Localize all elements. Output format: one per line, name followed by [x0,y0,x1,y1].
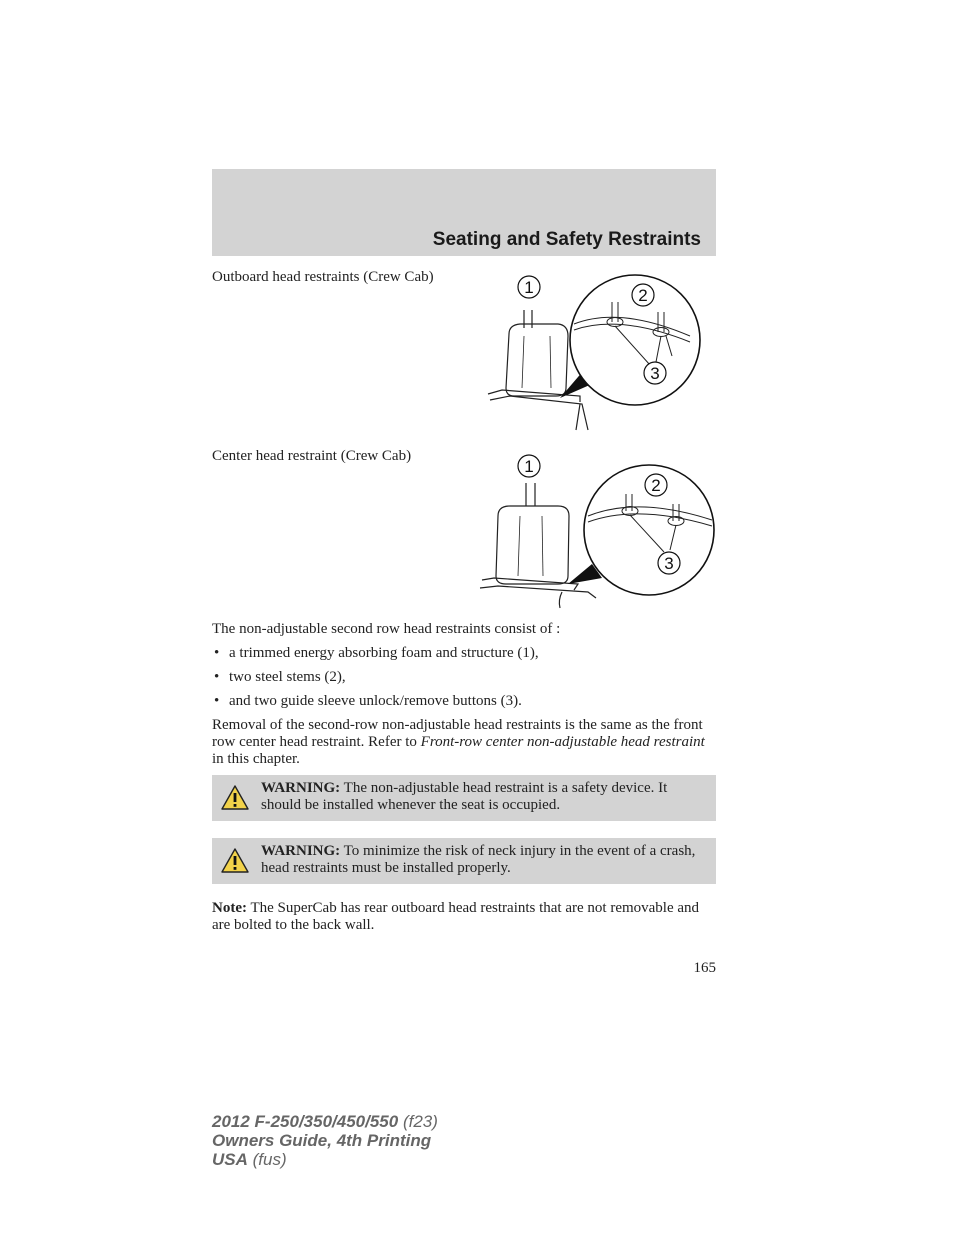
warning-label: WARNING: [261,843,341,859]
list-item-text: and two guide sleeve unlock/remove buttons (3). [229,693,522,709]
removal-paragraph [212,717,716,768]
removal-text: Removal of the second-row non-adjustable head restraints is the same as the front row center head restraint. Refer to [212,717,703,750]
warning-triangle-icon [220,847,250,874]
callout-2: 2 [638,286,648,305]
section-title: Seating and Safety Restraints [432,229,701,250]
bullet-icon: • [214,645,220,661]
list-item-text: two steel stems (2), [229,669,346,685]
list-item-text: a trimmed energy absorbing foam and structure (1), [229,645,539,661]
warning-text [261,843,711,877]
bullet-icon: • [214,669,220,685]
callout-3: 3 [664,554,674,573]
document-footer [212,1112,438,1169]
outboard-head-restraint-illustration [480,270,710,435]
footer-line-guide: Owners Guide, 4th Printing [212,1131,432,1150]
warning-text [261,780,711,814]
page-number: 165 [693,960,716,976]
bullet-icon: • [214,693,220,709]
note-text: The SuperCab has rear outboard head restraints that are not removable and are bolted to the back wall. [212,900,700,933]
warning-box [212,775,716,821]
figure-2-caption: Center head restraint (Crew Cab) [212,448,412,464]
warning-message: To minimize the risk of neck injury in the event of a crash, head restraints must be installed properly. [261,843,696,876]
list-item [212,669,716,693]
intro-paragraph: The non-adjustable second row head restraints consist of : [212,621,561,637]
footer-line-region: USA (fus) [212,1150,287,1169]
warning-label: WARNING: [261,780,341,796]
warning-message: The non-adjustable head restraint is a safety device. It should be installed whenever the seat is occupied. [261,780,668,813]
callout-1: 1 [524,457,534,476]
callout-3: 3 [650,364,660,383]
list-item [212,645,716,669]
cross-reference: Front-row center non-adjustable head restraint [420,734,705,750]
section-header-band [212,169,716,256]
note-paragraph [212,900,716,934]
list-item [212,693,716,717]
footer-line-model: 2012 F-250/350/450/550 (f23) [212,1112,438,1131]
figure-1-caption: Outboard head restraints (Crew Cab) [212,269,434,285]
warning-triangle-icon [220,784,250,811]
callout-2: 2 [651,476,661,495]
note-label: Note: [212,900,247,916]
component-list [212,645,716,717]
callout-1: 1 [524,278,534,297]
center-head-restraint-illustration [478,450,716,610]
warning-box [212,838,716,884]
removal-text-end: in this chapter. [212,751,300,767]
